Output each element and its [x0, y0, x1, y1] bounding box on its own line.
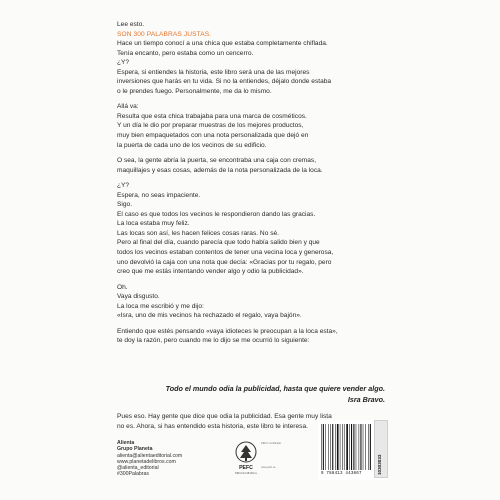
barcode-bar	[337, 424, 339, 470]
story-text-part1	[117, 20, 387, 346]
paragraph: te doy la razón, pero cuando me lo dijo se me ocurrió lo siguiente:	[117, 337, 310, 345]
tree-icon	[230, 437, 290, 481]
publisher-handle: @alienta_editorial	[117, 465, 159, 472]
barcode-bar	[332, 424, 333, 470]
paragraph: Espera, si entiendes la historia, este libro será una de las mejores	[117, 68, 310, 76]
paragraph: Vaya disgusto.	[117, 293, 160, 301]
paragraph: la puerta de cada uno de los vecinos de su edificio.	[117, 141, 267, 149]
barcode-bar	[353, 424, 354, 470]
paragraph: El caso es que todos los vecinos le respondieron dando las gracias.	[117, 210, 316, 218]
pefc-url: www.pefc.es	[261, 466, 276, 469]
side-code: 10303033	[377, 454, 382, 475]
paragraph: creo que me estás intentando vender algo y odio la publicidad».	[117, 268, 304, 276]
paragraph: uno devolvió la caja con una nota que decía: «Gracias por tu regalo, pero	[117, 258, 332, 266]
isbn-number: 9 788413 443867	[321, 472, 362, 476]
paragraph: Las locas son así, les hacen felices cosas raras. No sé.	[117, 229, 279, 237]
barcode-bar	[328, 424, 329, 470]
barcode-bar	[370, 424, 371, 470]
paragraph: Espera, no seas impaciente.	[117, 191, 201, 199]
paragraph: La loca me escribió y me dijo:	[117, 302, 204, 310]
paragraph: ¿Y?	[117, 59, 130, 67]
barcode-bar	[340, 424, 341, 470]
paragraph: todos los vecinos estaban contentos de tener una vecina loca y generosa,	[117, 249, 334, 257]
paragraph: inversiones que harás en tu vida. Si no la entiendes, déjalo donde estaba	[117, 78, 332, 86]
publisher-info	[117, 440, 182, 478]
paragraph: Sigo.	[117, 201, 133, 209]
paragraph: maquillajes y esas cosas, además de la nota personalizada de la loca.	[117, 166, 323, 174]
barcode-bar	[335, 424, 336, 470]
paragraph: Resulta que esta chica trabajaba para una marca de cosméticos.	[117, 112, 307, 120]
paragraph: Hace un tiempo conocí a una chica que estaba completamente chiflada.	[117, 40, 328, 48]
paragraph: Y un día le dio por preparar muestras de los mejores productos,	[117, 122, 304, 130]
paragraph: La loca estaba muy feliz.	[117, 220, 190, 228]
publisher-website: www.planetadelibros.com	[117, 458, 176, 465]
pull-quote	[117, 384, 385, 405]
paragraph: Lee esto.	[117, 21, 145, 28]
barcode-bar	[342, 424, 343, 470]
paragraph: Entiendo que estés pensando «vaya idioteces le preocupan a la loca esta»,	[117, 327, 338, 335]
paragraph: Pero al final del día, cuando parecía que todo había salido bien y que	[117, 239, 320, 247]
pefc-logo-text: PEFC	[239, 465, 253, 471]
barcode-bar	[346, 424, 348, 470]
pefc-code: PEFC/14-38-00xxx	[235, 472, 257, 475]
publisher-group: Grupo Planeta	[117, 446, 153, 453]
barcode-bar	[321, 424, 322, 470]
barcode-bar	[356, 424, 357, 470]
paragraph: no es. Ahora, si has entendido esta historia, este libro te interesa.	[117, 422, 308, 430]
paragraph: «Isra, uno de mis vecinos ha rechazado el regalo, vaya bajón».	[117, 312, 302, 320]
barcode-bar	[365, 424, 366, 470]
quote-text: Todo el mundo odia la publicidad, hasta que quiere vender algo.	[165, 384, 385, 393]
barcode-bar	[344, 424, 345, 470]
barcode-bar	[359, 424, 360, 470]
paragraph: muy bien empaquetados con una nota personalizada que dejó en	[117, 132, 309, 140]
highlight-300-words: SON 300 PALABRAS JUSTAS.	[117, 30, 212, 38]
barcode-bar	[330, 424, 331, 470]
barcode-bar	[349, 424, 350, 470]
publisher-email: alienta@alientaeditorial.com	[117, 452, 183, 459]
quote-author: Isra Bravo.	[347, 394, 385, 404]
paragraph: Tenía encanto, pero estaba como un cencerro.	[117, 49, 254, 57]
paragraph: o le prendes fuego. Personalmente, me da lo mismo.	[117, 87, 272, 95]
barcode-bar	[368, 424, 369, 470]
barcode-bar	[351, 424, 352, 470]
publisher-name: Alienta	[117, 440, 135, 446]
paragraph: O sea, la gente abría la puerta, se encontraba una caja con cremas,	[117, 157, 317, 165]
barcode-bar	[325, 424, 326, 470]
paragraph: ¿Y?	[117, 182, 130, 190]
side-code-label	[374, 420, 388, 478]
pefc-certification	[230, 437, 290, 481]
paragraph: Allá va:	[117, 103, 139, 111]
paragraph: Pues eso. Hay gente que dice que odia la publicidad. Esa gente muy lista	[117, 413, 332, 420]
barcode-bar	[363, 424, 364, 470]
barcode-bar	[323, 424, 324, 470]
publisher-hashtag: #300Palabras	[117, 471, 150, 478]
barcode-bar	[360, 424, 361, 470]
pefc-certified-label: PEFC Certificado	[261, 442, 282, 445]
paragraph: Oh.	[117, 283, 128, 291]
